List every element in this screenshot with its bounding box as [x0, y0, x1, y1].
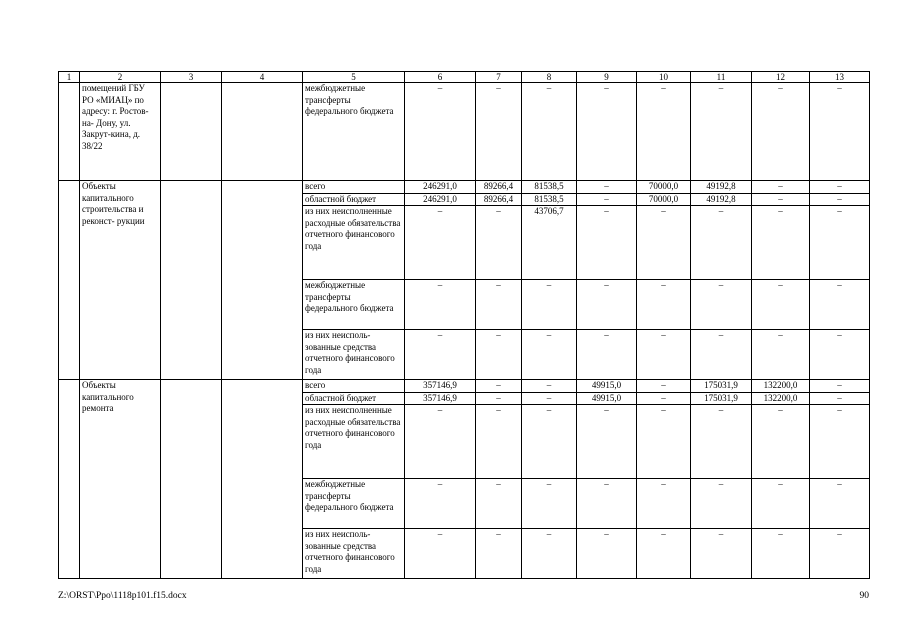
value-cell: 357146,9 [405, 380, 476, 393]
file-path: Z:\ORST\Ppo\1118p101.f15.docx [58, 591, 187, 601]
value-cell: – [810, 83, 870, 181]
value-cell: – [637, 392, 691, 405]
col-header: 2 [80, 72, 161, 83]
value-cell: – [577, 405, 637, 479]
value-cell: 70000,0 [637, 193, 691, 206]
row-number-cell [59, 380, 80, 579]
value-cell: – [637, 206, 691, 280]
value-cell: 132200,0 [752, 380, 810, 393]
executor-cell [161, 181, 222, 380]
value-cell: – [810, 479, 870, 529]
value-cell: – [405, 479, 476, 529]
value-cell: – [637, 479, 691, 529]
value-cell: – [476, 330, 522, 380]
funding-source-cell: из них неисполь- зованные средства отчетного финансового года [303, 529, 405, 579]
value-cell: – [522, 83, 577, 181]
value-cell: – [476, 206, 522, 280]
value-cell: – [405, 206, 476, 280]
col-header: 11 [691, 72, 752, 83]
value-cell: 81538,5 [522, 193, 577, 206]
participant-cell [222, 181, 303, 380]
value-cell: – [810, 181, 870, 194]
value-cell: – [522, 330, 577, 380]
value-cell: 89266,4 [476, 181, 522, 194]
value-cell: – [476, 380, 522, 393]
table-row [59, 181, 870, 194]
value-cell: – [577, 193, 637, 206]
value-cell: – [691, 405, 752, 479]
funding-source-cell: межбюджетные трансферты федерального бюджета [303, 479, 405, 529]
value-cell: – [577, 206, 637, 280]
value-cell: – [577, 280, 637, 330]
value-cell: 89266,4 [476, 193, 522, 206]
value-cell: 246291,0 [405, 193, 476, 206]
value-cell: – [522, 405, 577, 479]
object-name-cell: помещений ГБУ РО «МИАЦ» по адресу: г. Ростов-на- Дону, ул. Закрут-кина, д. 38/22 [80, 83, 161, 181]
value-cell: – [637, 83, 691, 181]
participant-cell [222, 83, 303, 181]
col-header: 12 [752, 72, 810, 83]
value-cell: – [810, 206, 870, 280]
value-cell: – [476, 405, 522, 479]
value-cell: – [752, 280, 810, 330]
value-cell: – [577, 83, 637, 181]
value-cell: – [691, 479, 752, 529]
header-row [59, 72, 870, 83]
col-header: 7 [476, 72, 522, 83]
value-cell: 49915,0 [577, 380, 637, 393]
value-cell: 70000,0 [637, 181, 691, 194]
funding-source-cell: областной бюджет [303, 392, 405, 405]
value-cell: 49192,8 [691, 193, 752, 206]
value-cell: – [752, 181, 810, 194]
value-cell: – [691, 83, 752, 181]
value-cell: – [752, 206, 810, 280]
value-cell: – [476, 392, 522, 405]
value-cell: – [752, 529, 810, 579]
value-cell: – [476, 280, 522, 330]
value-cell: – [810, 392, 870, 405]
value-cell: – [476, 479, 522, 529]
value-cell: 43706,7 [522, 206, 577, 280]
funding-source-cell: всего [303, 181, 405, 194]
value-cell: – [637, 529, 691, 579]
value-cell: – [810, 193, 870, 206]
value-cell: – [405, 83, 476, 181]
value-cell: – [405, 405, 476, 479]
funding-source-cell: из них неисполь- зованные средства отчетного финансового года [303, 330, 405, 380]
row-number-cell [59, 181, 80, 380]
value-cell: – [752, 330, 810, 380]
value-cell: – [752, 479, 810, 529]
object-name-cell: Объекты капитального ремонта [80, 380, 161, 579]
value-cell: – [637, 380, 691, 393]
value-cell: – [810, 405, 870, 479]
value-cell: – [691, 280, 752, 330]
value-cell: – [637, 405, 691, 479]
object-name-cell: Объекты капитального строительства и реконст- рукции [80, 181, 161, 380]
col-header: 13 [810, 72, 870, 83]
budget-table [58, 71, 870, 579]
value-cell: – [691, 206, 752, 280]
value-cell: – [752, 405, 810, 479]
funding-source-cell: из них неисполненные расходные обязательства отчетного финансового года [303, 206, 405, 280]
col-header: 6 [405, 72, 476, 83]
value-cell: – [637, 330, 691, 380]
value-cell: – [522, 380, 577, 393]
page-number: 90 [859, 591, 869, 601]
funding-source-cell: областной бюджет [303, 193, 405, 206]
value-cell: – [522, 392, 577, 405]
row-number-cell [59, 83, 80, 181]
value-cell: 246291,0 [405, 181, 476, 194]
value-cell: – [522, 280, 577, 330]
table-row [59, 83, 870, 181]
col-header: 1 [59, 72, 80, 83]
col-header: 5 [303, 72, 405, 83]
value-cell: – [752, 193, 810, 206]
value-cell: – [405, 330, 476, 380]
value-cell: 357146,9 [405, 392, 476, 405]
funding-source-cell: из них неисполненные расходные обязательства отчетного финансового года [303, 405, 405, 479]
value-cell: – [691, 330, 752, 380]
value-cell: 132200,0 [752, 392, 810, 405]
table-row [59, 380, 870, 393]
value-cell: – [810, 280, 870, 330]
executor-cell [161, 83, 222, 181]
col-header: 4 [222, 72, 303, 83]
value-cell: – [691, 529, 752, 579]
funding-source-cell: всего [303, 380, 405, 393]
executor-cell [161, 380, 222, 579]
value-cell: – [810, 380, 870, 393]
funding-source-cell: межбюджетные трансферты федерального бюджета [303, 83, 405, 181]
col-header: 9 [577, 72, 637, 83]
participant-cell [222, 380, 303, 579]
value-cell: – [577, 330, 637, 380]
value-cell: – [637, 280, 691, 330]
value-cell: – [577, 479, 637, 529]
value-cell: – [405, 280, 476, 330]
value-cell: – [810, 330, 870, 380]
value-cell: – [476, 529, 522, 579]
value-cell: – [577, 529, 637, 579]
value-cell: 49192,8 [691, 181, 752, 194]
value-cell: – [476, 83, 522, 181]
col-header: 3 [161, 72, 222, 83]
value-cell: 49915,0 [577, 392, 637, 405]
value-cell: – [577, 181, 637, 194]
funding-source-cell: межбюджетные трансферты федерального бюджета [303, 280, 405, 330]
value-cell: – [405, 529, 476, 579]
col-header: 10 [637, 72, 691, 83]
value-cell: – [810, 529, 870, 579]
col-header: 8 [522, 72, 577, 83]
value-cell: 175031,9 [691, 392, 752, 405]
value-cell: – [522, 479, 577, 529]
value-cell: 81538,5 [522, 181, 577, 194]
value-cell: – [752, 83, 810, 181]
value-cell: – [522, 529, 577, 579]
value-cell: 175031,9 [691, 380, 752, 393]
